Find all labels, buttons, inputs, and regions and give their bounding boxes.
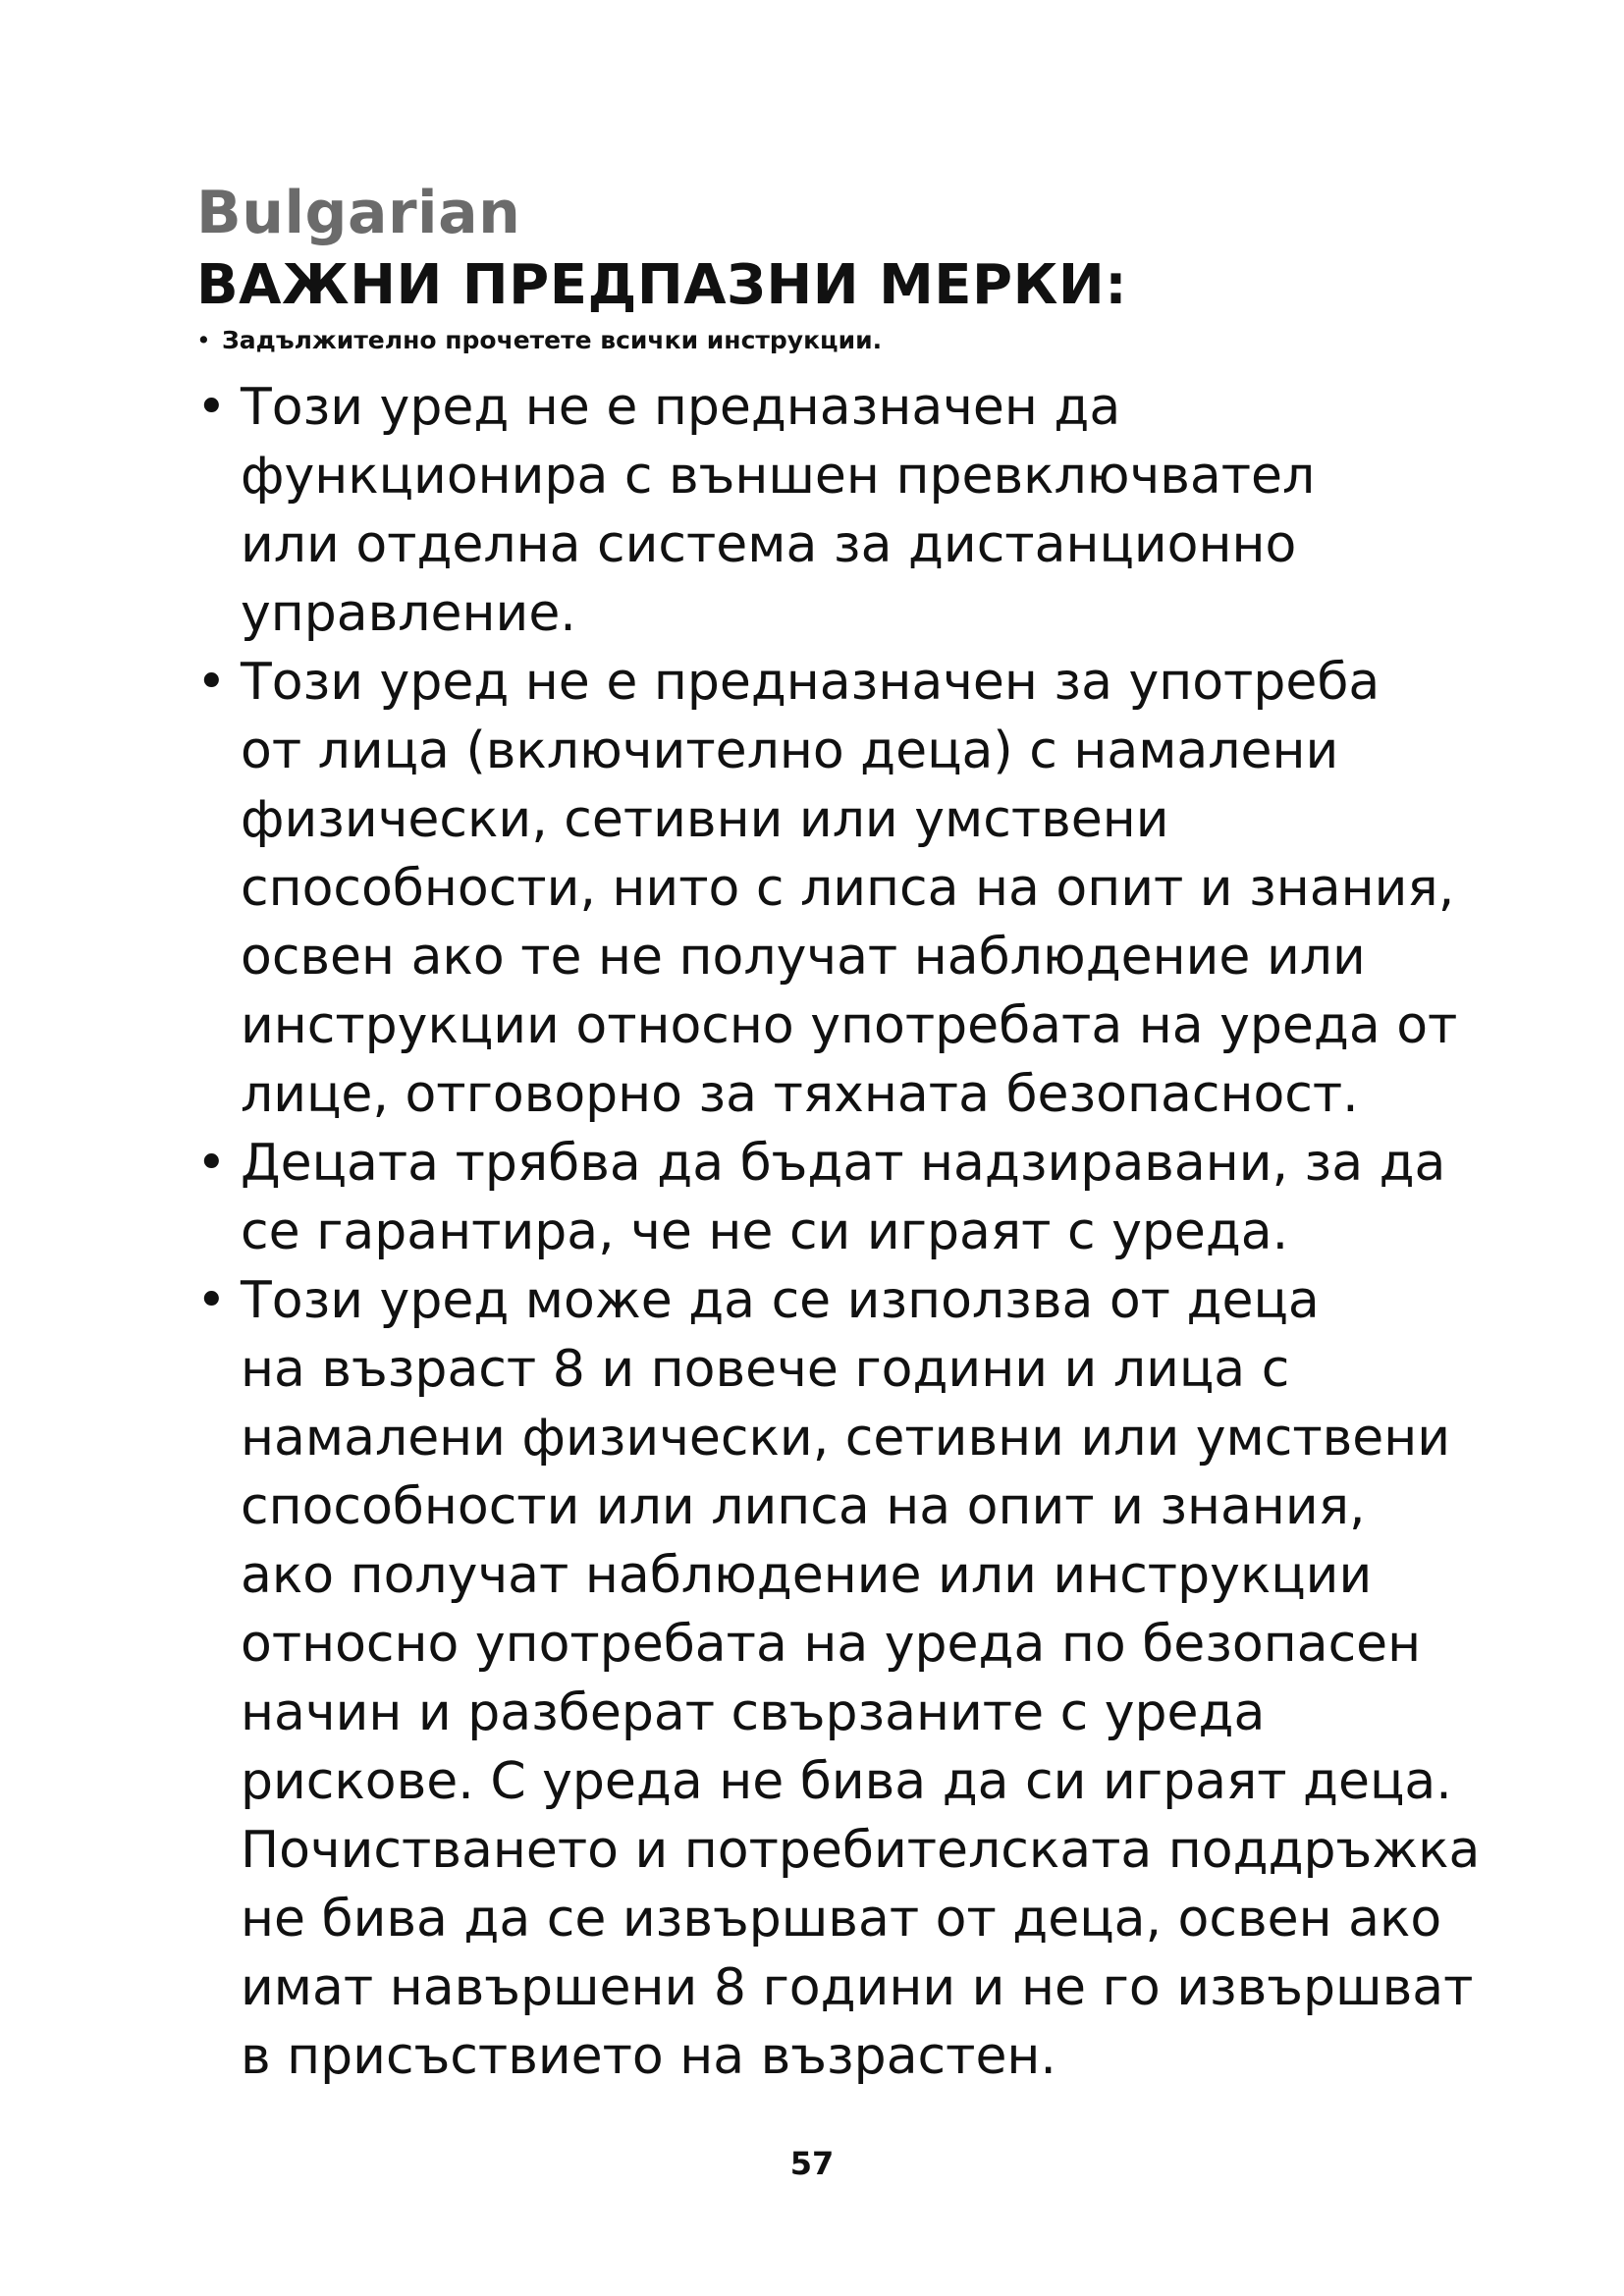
language-label: Bulgarian	[196, 179, 521, 247]
list-item-line: относно употребата на уреда по безопасен	[241, 1615, 1422, 1674]
list-item-line: намалени физически, сетивни или умствени	[241, 1409, 1451, 1468]
list-item-line: функционира с външен превключвател	[241, 447, 1316, 506]
precautions-list	[196, 373, 1512, 2091]
list-item-line: Децата трябва да бъдат надзиравани, за да	[241, 1134, 1446, 1193]
list-item-line: управление.	[241, 584, 576, 643]
list-item-line: Този уред не е предназначен за употреба	[241, 653, 1380, 712]
list-item-line: начин и разберат свързаните с уреда	[241, 1683, 1266, 1742]
list-item	[196, 1266, 1512, 2091]
bullet-icon: •	[196, 653, 227, 712]
list-item-line: рискове. С уреда не бива да си играят деца.	[241, 1752, 1452, 1811]
list-item-line: не бива да се извършват от деца, освен ако	[241, 1890, 1442, 1949]
list-item-line: физически, сетивни или умствени	[241, 790, 1169, 849]
list-item-line: имат навършени 8 години и не го извършват	[241, 1958, 1474, 2017]
list-item-line: освен ако те не получат наблюдение или	[241, 928, 1366, 987]
instruction-note-text: Задължително прочетете всички инструкции.	[222, 326, 883, 354]
document-body	[196, 175, 1512, 2091]
list-item-line: Почистването и потребителската поддръжка	[241, 1821, 1481, 1880]
list-item	[196, 648, 1512, 1129]
list-item	[196, 1129, 1512, 1266]
bullet-icon: •	[196, 326, 211, 354]
list-item-line: Този уред не е предназначен да	[241, 378, 1121, 437]
bullet-icon: •	[196, 1271, 227, 1330]
instruction-note	[196, 320, 1512, 361]
page-number: 57	[789, 2145, 835, 2182]
list-item-line: инструкции относно употребата на уреда от	[241, 996, 1458, 1055]
list-item	[196, 373, 1512, 648]
section-heading: ВАЖНИ ПРЕДПАЗНИ МЕРКИ:	[196, 253, 1128, 317]
list-item-line: способности или липса на опит и знания,	[241, 1477, 1366, 1536]
list-item-line: лице, отговорно за тяхната безопасност.	[241, 1065, 1359, 1124]
list-item-line: способности, нито с липса на опит и знания,	[241, 859, 1455, 918]
bullet-icon: •	[196, 1134, 227, 1193]
list-item-line: се гарантира, че не си играят с уреда.	[241, 1202, 1289, 1261]
list-item-line: в присъствието на възрастен.	[241, 2027, 1056, 2086]
list-item-line: от лица (включително деца) с намалени	[241, 721, 1339, 780]
list-item-line: на възраст 8 и повече години и лица с	[241, 1340, 1290, 1399]
bullet-icon: •	[196, 378, 227, 437]
list-item-line: или отделна система за дистанционно	[241, 515, 1297, 574]
list-item-line: ако получат наблюдение или инструкции	[241, 1546, 1373, 1605]
list-item-line: Този уред може да се използва от деца	[241, 1271, 1320, 1330]
